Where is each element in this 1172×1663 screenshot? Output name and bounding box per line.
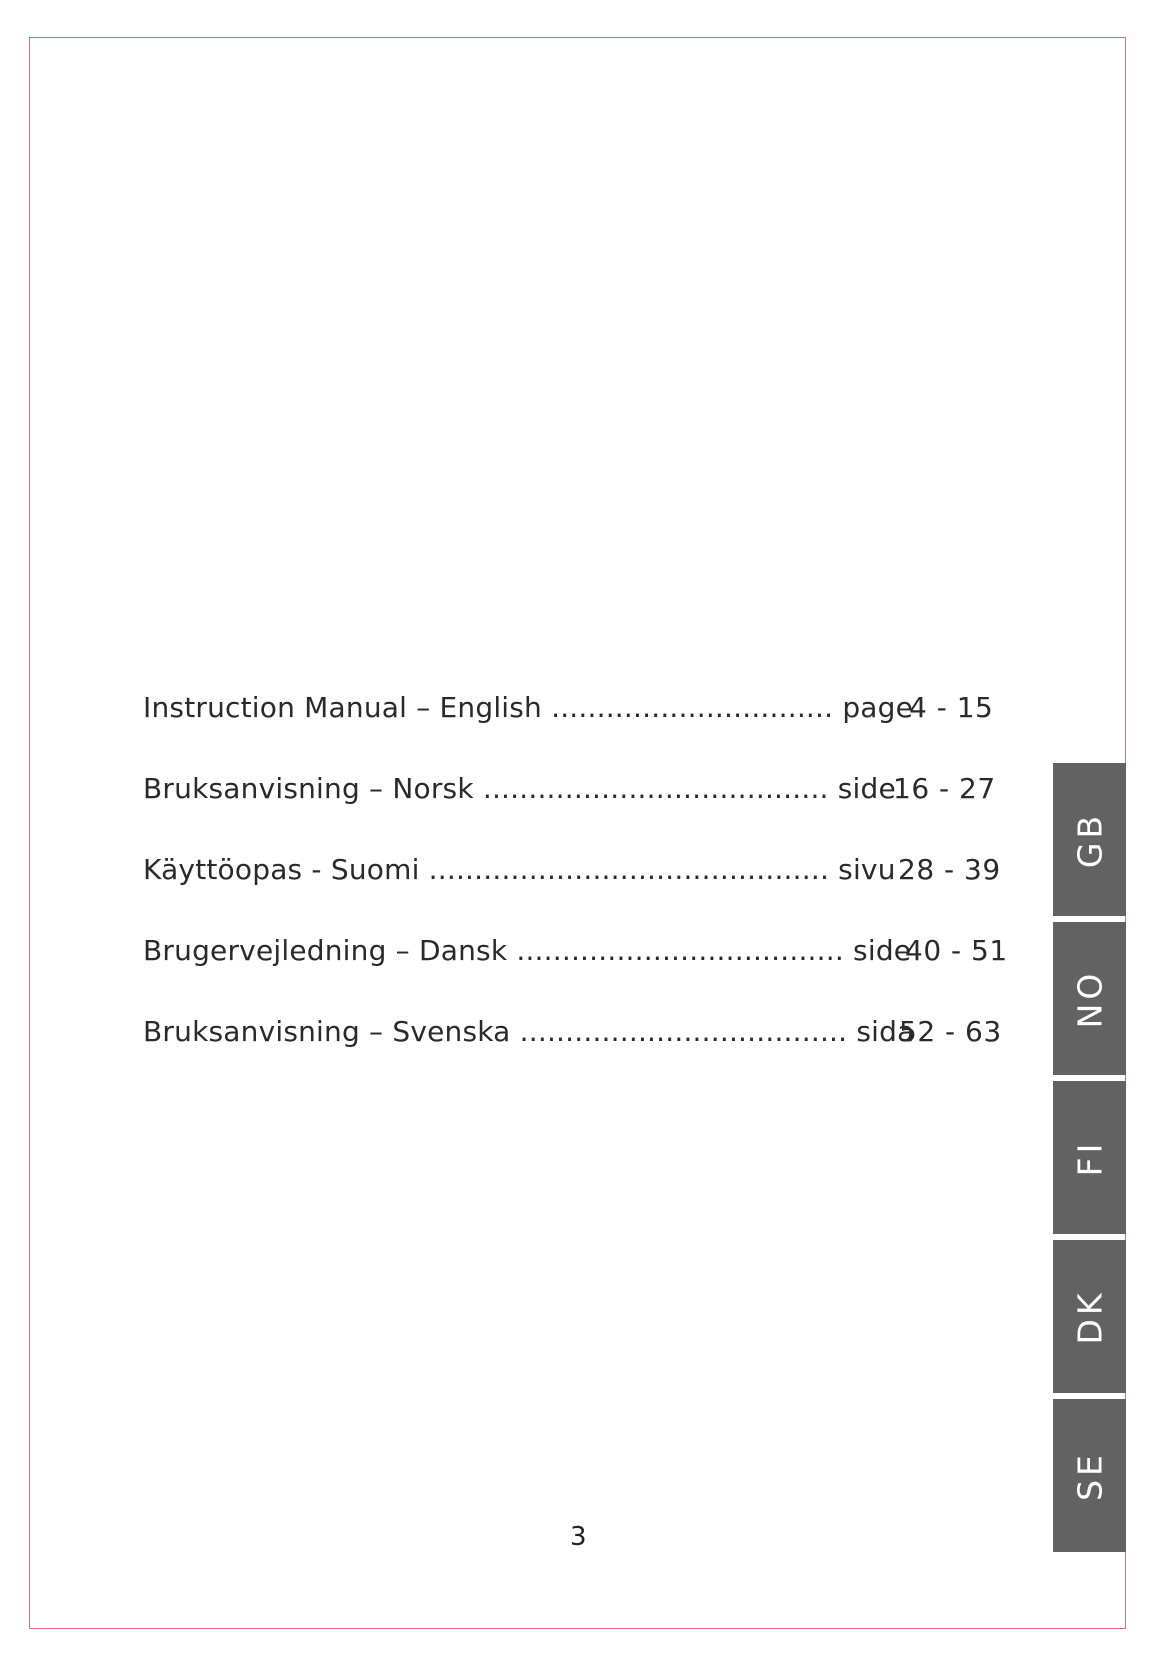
toc-entry-pages: 52 - 63 [899, 1015, 1002, 1048]
language-tab-label: DK [1070, 1288, 1109, 1345]
language-tabs [1053, 763, 1126, 1552]
table-of-contents [143, 688, 1008, 1093]
toc-entry-norsk[interactable] [143, 769, 1003, 850]
toc-entry-english[interactable] [143, 688, 1003, 769]
toc-entry-svenska[interactable] [143, 1012, 1003, 1093]
toc-entry-pages: 4 - 15 [909, 691, 994, 724]
language-tab-label: SE [1070, 1450, 1109, 1501]
language-tab-gb[interactable] [1053, 763, 1126, 916]
language-tab-label: NO [1070, 969, 1109, 1028]
language-tab-se[interactable] [1053, 1399, 1126, 1552]
language-tab-no[interactable] [1053, 922, 1126, 1075]
toc-entry-title: Brugervejledning – Dansk .................................... side [143, 934, 912, 967]
toc-entry-title: Käyttöopas - Suomi ............................................ sivu [143, 853, 896, 886]
toc-entry-pages: 28 - 39 [898, 853, 1001, 886]
toc-entry-title: Instruction Manual – English ............................... page [143, 691, 914, 724]
language-tab-label: GB [1070, 811, 1109, 868]
toc-entry-pages: 16 - 27 [893, 772, 996, 805]
language-tab-dk[interactable] [1053, 1240, 1126, 1393]
toc-entry-pages: 40 - 51 [905, 934, 1008, 967]
toc-entry-title: Bruksanvisning – Norsk ...................................... side [143, 772, 896, 805]
toc-entry-suomi[interactable] [143, 850, 1003, 931]
toc-entry-dansk[interactable] [143, 931, 1008, 1012]
toc-entry-title: Bruksanvisning – Svenska .................................... sida [143, 1015, 915, 1048]
language-tab-label: FI [1070, 1139, 1109, 1176]
language-tab-fi[interactable] [1053, 1081, 1126, 1234]
page-number: 3 [570, 1522, 587, 1552]
